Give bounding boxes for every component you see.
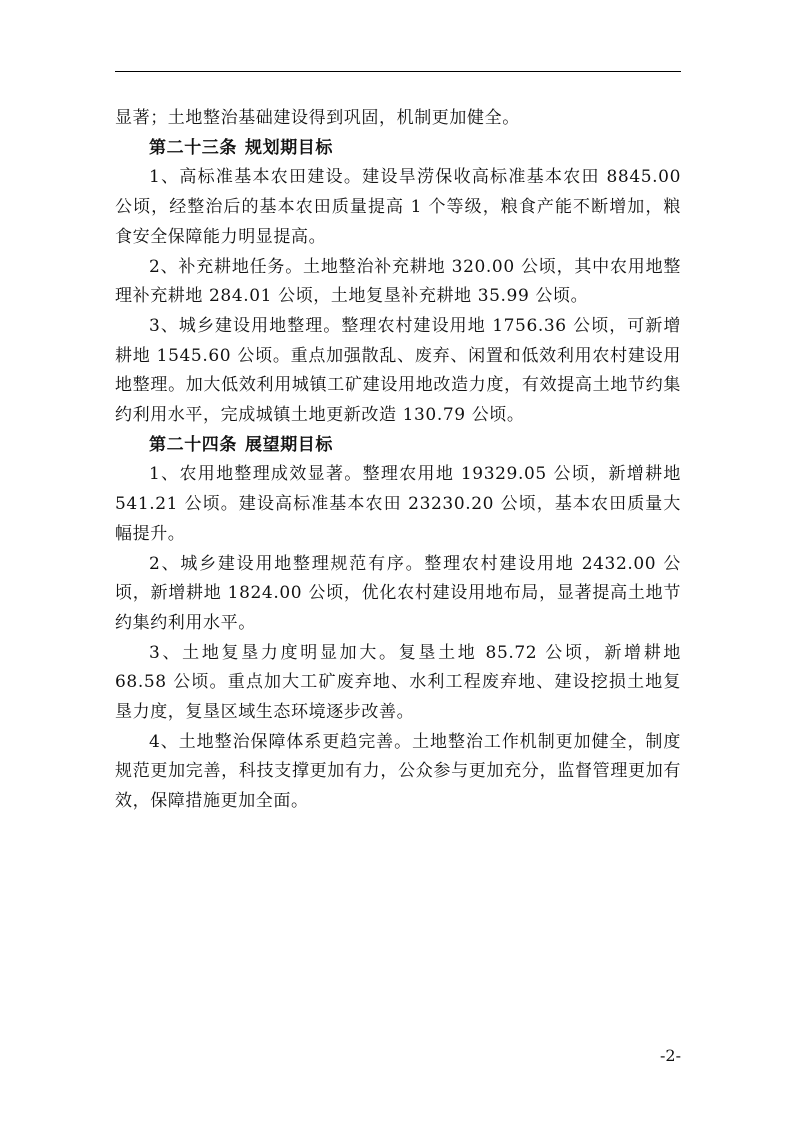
article-24-item-4: 4、土地整治保障体系更趋完善。土地整治工作机制更加健全，制度规范更加完善，科技支撑更加有力，公众参与更加充分，监督管理更加有效，保障措施更加全面。	[115, 731, 681, 812]
article-23-item-1: 1、高标准基本农田建设。建设旱涝保收高标准基本农田 8845.00 公顷，经整治后的基本农田质量提高 1 个等级，粮食产能不断增加，粮食安全保障能力明显提高。	[115, 167, 681, 247]
article-24-item-2: 2、城乡建设用地整理规范有序。整理农村建设用地 2432.00 公顷，新增耕地 1824.00 公顷，优化农村建设用地布局，显著提高土地节约集约利用水平。	[115, 553, 681, 633]
article-23-item-2: 2、补充耕地任务。土地整治补充耕地 320.00 公顷，其中农用地整理补充耕地 284.01 公顷，土地复垦补充耕地 35.99 公顷。	[115, 256, 681, 307]
article-24-item-3: 3、土地复垦力度明显加大。复垦土地 85.72 公顷，新增耕地 68.58 公顷。重点加大工矿废弃地、水利工程废弃地、建设挖损土地复垦力度，复垦区域生态环境逐步改善。	[115, 642, 681, 723]
article-23-title: 规划期目标	[245, 137, 333, 158]
page-number: -2-	[660, 1046, 681, 1065]
article-23-number: 第二十三条	[149, 137, 237, 158]
article-23-heading	[115, 134, 681, 164]
document-body	[115, 104, 681, 817]
article-24-title: 展望期目标	[245, 434, 333, 455]
article-24-number: 第二十四条	[149, 434, 237, 455]
article-23-item-3: 3、城乡建设用地整理。整理农村建设用地 1756.36 公顷，可新增耕地 1545.60 公顷。重点加强散乱、废弃、闲置和低效利用农村建设用地整理。加大低效利用城镇工矿建设用地改造力度，有效提高土地节约集约利用水平，完成城镇土地更新改造 130.79 公顷。	[115, 315, 681, 426]
article-24-item-1: 1、农用地整理成效显著。整理农用地 19329.05 公顷，新增耕地 541.21 公顷。建设高标准基本农田 23230.20 公顷，基本农田质量大幅提升。	[115, 464, 681, 544]
article-24-heading	[115, 431, 681, 461]
continuation-paragraph: 显著；土地整治基础建设得到巩固，机制更加健全。	[115, 108, 520, 128]
header-rule	[115, 71, 681, 72]
